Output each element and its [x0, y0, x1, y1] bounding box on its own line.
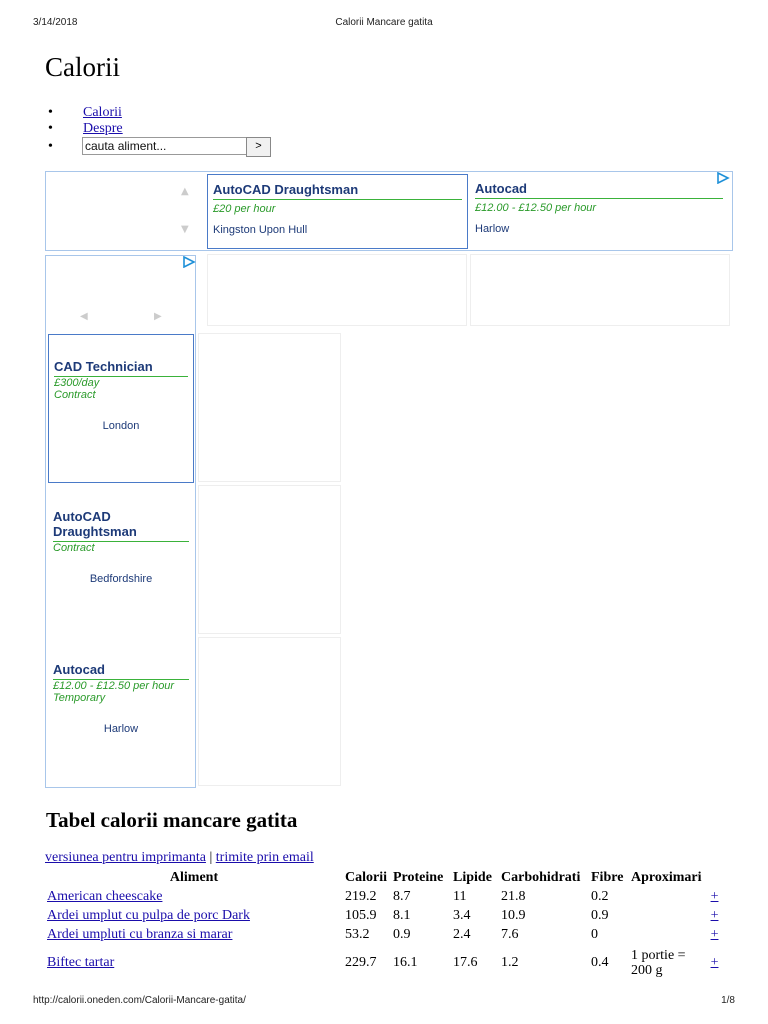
- cell-aproximari: [629, 906, 704, 925]
- empty-ad-slot: [198, 485, 341, 634]
- food-link[interactable]: Ardei umpluti cu branza si marar: [47, 926, 233, 942]
- table-row: [45, 906, 726, 925]
- cell-carbohidrati: 1.2: [501, 955, 519, 970]
- section-title: Tabel calorii mancare gatita: [46, 808, 298, 832]
- food-link[interactable]: Ardei umplut cu pulpa de porc Dark: [47, 907, 250, 923]
- add-button[interactable]: +: [710, 926, 719, 942]
- cell-fibre: 0.2: [591, 888, 609, 904]
- ad-location: Bedfordshire: [89, 573, 153, 585]
- col-header: Proteine: [393, 869, 444, 885]
- cell-calorii: 53.2: [345, 926, 370, 942]
- cell-lipide: 3.4: [453, 907, 471, 923]
- ad-card[interactable]: [48, 334, 194, 483]
- ad-title: Autocad: [53, 662, 189, 680]
- ad-type: Contract: [53, 542, 95, 554]
- cell-proteine: 8.1: [393, 907, 411, 923]
- email-link[interactable]: trimite prin email: [215, 850, 314, 865]
- cell-carbohidrati: 10.9: [501, 907, 526, 923]
- print-page-number: 1/8: [721, 995, 735, 1006]
- cell-lipide: 11: [453, 888, 467, 904]
- table-row: [45, 944, 726, 982]
- col-header: Carbohidrati: [501, 869, 581, 885]
- cell-aproximari: [629, 887, 704, 906]
- ad-salary: £12.00 - £12.50 per hour: [53, 680, 175, 692]
- print-version-link[interactable]: versiunea pentru imprimanta: [45, 850, 206, 865]
- ad-sidebar: [45, 255, 196, 788]
- cell-lipide: 2.4: [453, 926, 471, 942]
- ad-card[interactable]: [207, 174, 468, 249]
- nav-item-calorii: [64, 105, 123, 121]
- col-header: Calorii: [345, 869, 387, 885]
- ad-title: AutoCAD Draughtsman: [53, 509, 189, 542]
- nav-item-search: [64, 136, 262, 158]
- ad-location: Kingston Upon Hull: [213, 224, 308, 236]
- ad-type: Temporary: [53, 692, 106, 704]
- empty-ad-slot: [198, 333, 341, 482]
- food-link[interactable]: Biftec tartar: [47, 955, 115, 970]
- ad-banner-top: [45, 171, 733, 251]
- col-header: [704, 868, 726, 887]
- arrow-left-icon[interactable]: ◀: [80, 311, 88, 322]
- cell-calorii: 105.9: [345, 907, 377, 923]
- print-url: http://calorii.oneden.com/Calorii-Mancare-gatita/: [33, 995, 246, 1006]
- table-header-row: [45, 868, 726, 887]
- adchoices-icon[interactable]: [716, 172, 730, 184]
- calorie-table: [45, 868, 726, 982]
- cell-carbohidrati: 21.8: [501, 888, 526, 904]
- empty-ad-slot: [198, 637, 341, 786]
- cell-lipide: 17.6: [453, 955, 478, 970]
- cell-fibre: 0: [591, 926, 598, 942]
- ad-location: Harlow: [103, 723, 139, 735]
- col-header: Lipide: [453, 869, 492, 885]
- table-row: [45, 925, 726, 944]
- cell-calorii: 229.7: [345, 955, 377, 970]
- ad-salary: £12.00 - £12.50 per hour: [475, 202, 597, 214]
- cell-proteine: 0.9: [393, 926, 411, 942]
- cell-aproximari: 1 portie = 200 g: [631, 948, 686, 978]
- ad-card[interactable]: [48, 486, 194, 635]
- nav-link-despre[interactable]: Despre: [83, 121, 123, 136]
- search-input[interactable]: [82, 137, 248, 155]
- ad-title: CAD Technician: [54, 359, 188, 377]
- empty-ad-slot: [470, 254, 730, 326]
- adchoices-icon[interactable]: [182, 256, 196, 268]
- site-title: Calorii: [45, 52, 120, 82]
- ad-card[interactable]: [470, 174, 726, 249]
- ad-type: Contract: [54, 389, 96, 401]
- add-button[interactable]: +: [710, 955, 719, 970]
- cell-calorii: 219.2: [345, 888, 377, 904]
- print-title: Calorii Mancare gatita: [335, 17, 433, 28]
- main-nav: [64, 105, 262, 158]
- add-button[interactable]: +: [710, 888, 719, 904]
- ad-card[interactable]: [48, 638, 194, 787]
- table-actions: [45, 850, 314, 866]
- print-date: 3/14/2018: [33, 17, 78, 28]
- link-separator: |: [209, 850, 213, 865]
- nav-link-calorii[interactable]: Calorii: [83, 105, 122, 120]
- arrow-down-icon[interactable]: ▼: [181, 224, 189, 235]
- ad-salary: £20 per hour: [213, 203, 276, 215]
- table-row: [45, 887, 726, 906]
- nav-item-despre: [64, 121, 123, 137]
- cell-carbohidrati: 7.6: [501, 926, 519, 942]
- ad-salary: £300/day: [54, 377, 100, 389]
- col-header: Aliment: [169, 869, 219, 885]
- cell-fibre: 0.4: [591, 955, 609, 970]
- ad-title: AutoCAD Draughtsman: [213, 182, 462, 200]
- ad-location: London: [102, 420, 140, 432]
- search-button[interactable]: • >: [246, 137, 271, 157]
- arrow-up-icon[interactable]: ▲: [181, 186, 189, 197]
- ad-title: Autocad: [475, 181, 723, 199]
- cell-proteine: 8.7: [393, 888, 411, 904]
- col-header: Aproximari: [631, 870, 702, 885]
- food-link[interactable]: American cheescake: [47, 888, 163, 904]
- cell-proteine: 16.1: [393, 955, 418, 970]
- cell-aproximari: [629, 925, 704, 944]
- arrow-right-icon[interactable]: ▶: [154, 311, 162, 322]
- ad-location: Harlow: [475, 223, 510, 235]
- empty-ad-slot: [207, 254, 467, 326]
- cell-fibre: 0.9: [591, 907, 609, 923]
- col-header: Fibre: [591, 869, 624, 885]
- add-button[interactable]: +: [710, 907, 719, 923]
